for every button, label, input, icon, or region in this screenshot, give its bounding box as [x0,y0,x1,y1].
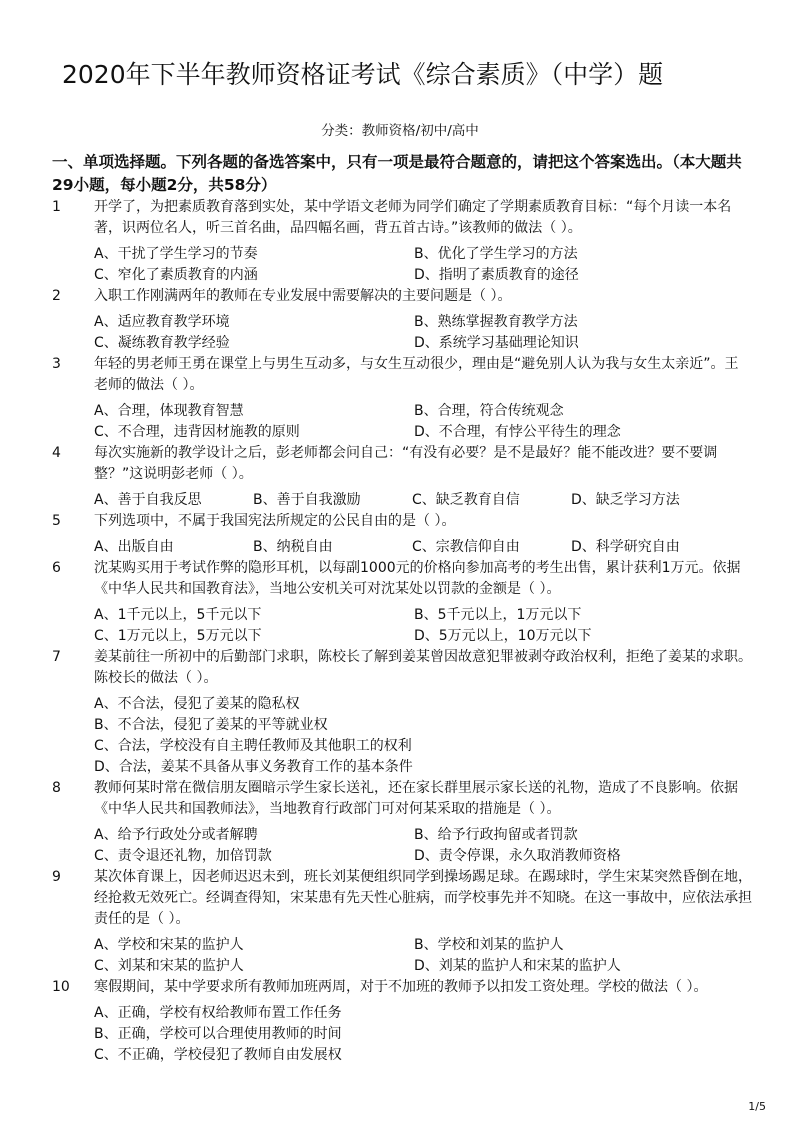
question-1 [52,197,752,286]
question-stem: 下列选项中，不属于我国宪法所规定的公民自由的是（ ）。 [94,513,456,529]
option-a: A、正确，学校有权给教师布置工作任务 [94,1005,342,1021]
option-b: B、纳税自由 [253,539,333,555]
option-group [52,605,752,647]
question-number: 2 [52,288,61,304]
page-title: 2020年下半年教师资格证考试《综合素质》（中学）题 [62,60,664,89]
option-a: A、出版自由 [94,539,174,555]
option-c: C、凝练教育教学经验 [94,335,230,351]
option-group [52,537,752,558]
question-3 [52,354,752,443]
question-7 [52,647,752,778]
question-number: 6 [52,560,61,576]
option-c: C、不合理，违背因材施教的原则 [94,424,300,440]
question-number: 1 [52,199,61,215]
option-group [52,490,752,511]
option-b: B、学校和刘某的监护人 [414,937,564,953]
option-group [52,694,752,778]
option-group [52,244,752,286]
option-a: A、善于自我反思 [94,492,202,508]
question-4 [52,443,752,511]
question-stem: 寒假期间，某中学要求所有教师加班两周，对于不加班的教师予以扣发工资处理。学校的做法（ ）。 [94,979,708,995]
question-number: 7 [52,649,61,665]
option-c: C、刘某和宋某的监护人 [94,958,244,974]
question-8 [52,778,752,867]
option-a: A、合理，体现教育智慧 [94,403,244,419]
question-stem: 沈某购买用于考试作弊的隐形耳机，以每副1000元的价格向参加高考的考生出售，累计获利1万元。依据《中华人民共和国教育法》，当地公安机关可对沈某处以罚款的金额是（ ）。 [94,560,741,597]
question-number: 9 [52,869,61,885]
question-6 [52,558,752,647]
option-b: B、善于自我激励 [253,492,361,508]
option-a: A、不合法，侵犯了姜某的隐私权 [94,696,300,712]
question-stem: 姜某前往一所初中的后勤部门求职，陈校长了解到姜某曾因故意犯罪被剥夺政治权利，拒绝了姜某的求职。陈校长的做法（ ）。 [94,649,752,686]
option-b: B、不合法，侵犯了姜某的平等就业权 [94,717,328,733]
question-stem: 开学了，为把素质教育落到实处，某中学语文老师为同学们确定了学期素质教育目标：“每个月读一本名著，识两位名人，听三首名曲，品四幅名画，背五首古诗。”该教师的做法（ ）。 [94,199,732,236]
option-group [52,401,752,443]
option-d: D、指明了素质教育的途径 [414,267,579,283]
option-b: B、熟练掌握教育教学方法 [414,314,578,330]
option-group [52,935,752,977]
question-number: 4 [52,445,61,461]
option-c: C、1万元以上，5万元以下 [94,628,262,644]
option-c: C、合法，学校没有自主聘任教师及其他职工的权利 [94,738,412,754]
question-number: 3 [52,356,61,372]
option-d: D、5万元以上，10万元以下 [414,628,592,644]
option-d: D、不合理，有悖公平待生的理念 [414,424,621,440]
option-b: B、合理，符合传统观念 [414,403,564,419]
option-d: D、科学研究自由 [571,539,680,555]
question-number: 5 [52,513,61,529]
option-a: A、1千元以上，5千元以下 [94,607,262,623]
option-c: C、责令退还礼物，加倍罚款 [94,848,272,864]
section-heading: 一、单项选择题。下列各题的备选答案中，只有一项是最符合题意的，请把这个答案选出。（本大题共29小题，每小题2分，共58分） [52,153,742,194]
option-d: D、缺乏学习方法 [571,492,680,508]
option-d: D、刘某的监护人和宋某的监护人 [414,958,621,974]
question-stem: 教师何某时常在微信朋友圈暗示学生家长送礼，还在家长群里展示家长送的礼物，造成了不良影响。依据《中华人民共和国教师法》，当地教育行政部门可对何某采取的措施是（ ）。 [94,780,738,817]
option-d: D、合法，姜某不具备从事义务教育工作的基本条件 [94,759,413,775]
category-label: 分类：教师资格/初中/高中 [321,123,479,139]
option-a: A、适应教育教学环境 [94,314,230,330]
page-number: 1/5 [748,1100,766,1113]
question-2 [52,286,752,354]
option-a: A、给予行政处分或者解聘 [94,827,258,843]
question-stem: 入职工作刚满两年的教师在专业发展中需要解决的主要问题是（ ）。 [94,288,512,304]
option-group [52,825,752,867]
option-c: C、缺乏教育自信 [412,492,520,508]
option-c: C、窄化了素质教育的内涵 [94,267,258,283]
question-9 [52,867,752,977]
question-5 [52,511,752,558]
option-a: A、干扰了学生学习的节奏 [94,246,258,262]
option-d: D、系统学习基础理论知识 [414,335,579,351]
option-d: D、责令停课，永久取消教师资格 [414,848,621,864]
option-c: C、不正确，学校侵犯了教师自由发展权 [94,1047,342,1063]
question-stem: 年轻的男老师王勇在课堂上与男生互动多，与女生互动很少，理由是“避免别人认为我与女生太亲近”。王老师的做法（ ）。 [94,356,739,393]
option-group [52,1003,752,1066]
option-b: B、5千元以上，1万元以下 [414,607,582,623]
question-list [52,197,752,1066]
option-a: A、学校和宋某的监护人 [94,937,244,953]
option-group [52,312,752,354]
option-c: C、宗教信仰自由 [412,539,520,555]
question-10 [52,977,752,1066]
option-b: B、正确，学校可以合理使用教师的时间 [94,1026,342,1042]
option-b: B、优化了学生学习的方法 [414,246,578,262]
question-stem: 某次体育课上，因老师迟迟未到，班长刘某便组织同学到操场踢足球。在踢球时，学生宋某突然昏倒在地，经抢救无效死亡。经调查得知，宋某患有先天性心脏病，而学校事先并不知晓。在这一事故中，应依法承担责任的是（ ）。 [94,869,752,927]
question-number: 10 [52,979,70,995]
option-b: B、给予行政拘留或者罚款 [414,827,578,843]
question-number: 8 [52,780,61,796]
question-stem: 每次实施新的教学设计之后，彭老师都会问自己：“有没有必要？是不是最好？能不能改进？要不要调整？”这说明彭老师（ ）。 [94,445,718,482]
